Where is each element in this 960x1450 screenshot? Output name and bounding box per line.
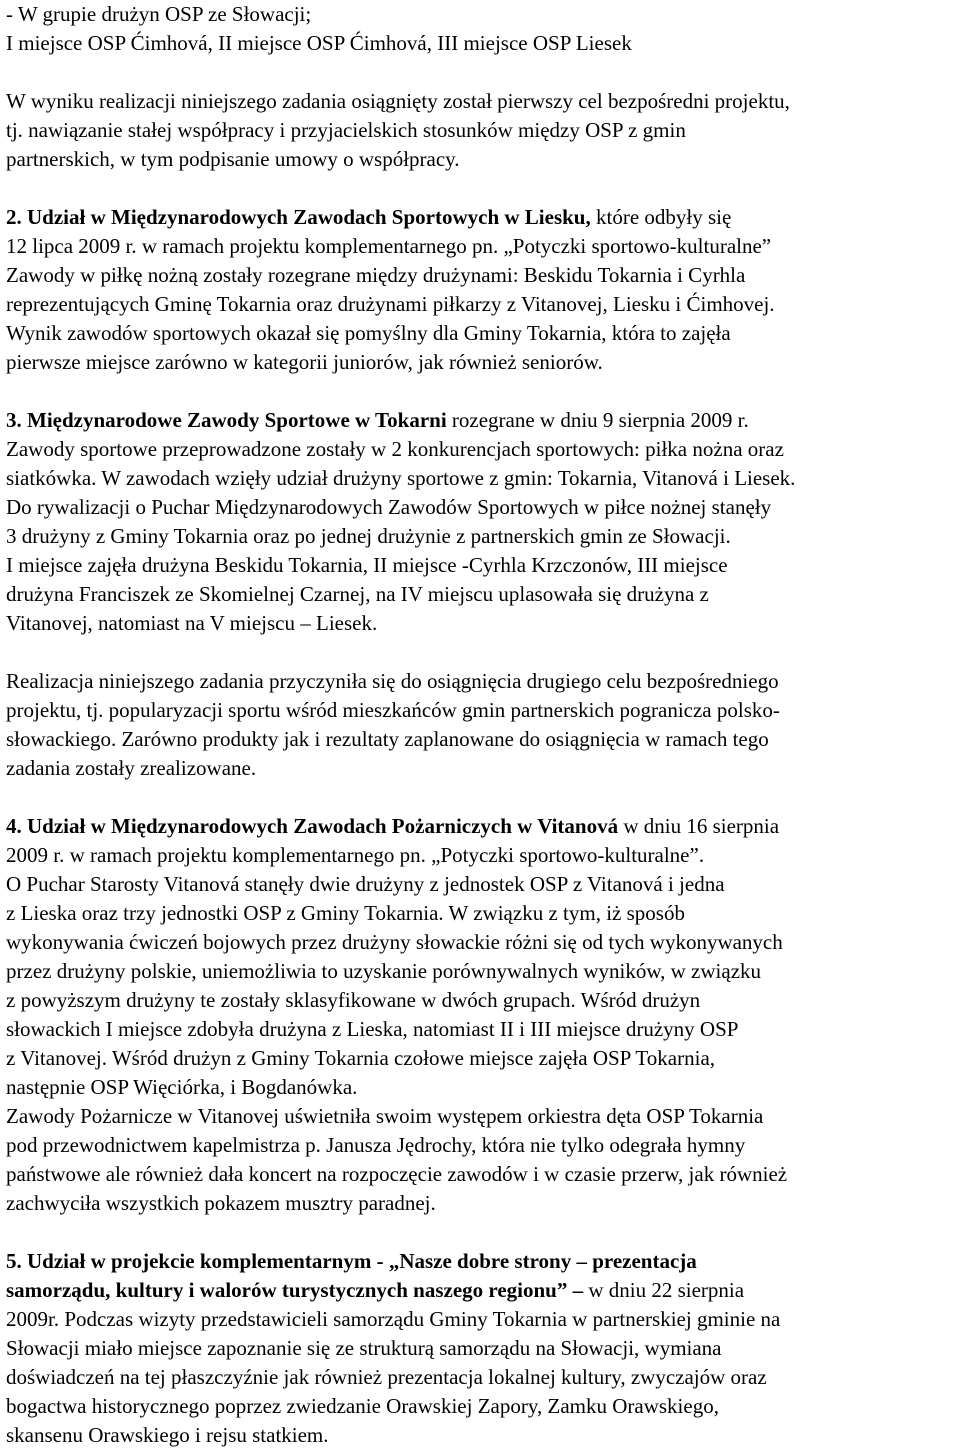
text-line: Realizacja niniejszego zadania przyczyniła się do osiągnięcia drugiego celu bezpośredniego — [6, 669, 779, 693]
text-line: O Puchar Starosty Vitanová stanęły dwie drużyny z jednostek OSP z Vitanová i jedna — [6, 872, 725, 896]
text-line: zadania zostały zrealizowane. — [6, 756, 257, 780]
text-line: Vitanovej, natomiast na V miejscu – Liesek. — [6, 611, 378, 635]
section-heading: 4. Udział w Międzynarodowych Zawodach Pożarniczych w Vitanová — [6, 814, 619, 838]
text-line: 2009r. Podczas wizyty przedstawicieli samorządu Gminy Tokarnia w partnerskiej gminie na — [6, 1307, 781, 1331]
paragraph-result-goal-1 — [6, 87, 954, 174]
text-fragment: w dniu 16 sierpnia — [618, 814, 780, 838]
text-line — [6, 812, 954, 841]
text-line: reprezentujących Gminę Tokarnia oraz drużynami piłkarzy z Vitanovej, Liesku i Ćimhovej. — [6, 292, 775, 316]
text-line: skansenu Orawskiego i rejsu statkiem. — [6, 1423, 329, 1447]
text-line: wykonywania ćwiczeń bojowych przez drużyny słowackie różni się od tych wykonywanych — [6, 930, 783, 954]
text-line: Do rywalizacji o Puchar Międzynarodowych Zawodów Sportowych w piłce nożnej stanęły — [6, 495, 772, 519]
text-line: Zawody w piłkę nożną zostały rozegrane między drużynami: Beskidu Tokarnia i Cyrhla — [6, 263, 746, 287]
text-line: partnerskich, w tym podpisanie umowy o współpracy. — [6, 147, 460, 171]
text-line: Wynik zawodów sportowych okazał się pomyślny dla Gminy Tokarnia, która to zajęła — [6, 321, 731, 345]
section-heading-continued: samorządu, kultury i walorów turystycznych naszego regionu” – — [6, 1278, 584, 1302]
text-line: 2009 r. w ramach projektu komplementarnego pn. „Potyczki sportowo-kulturalne”. — [6, 843, 705, 867]
text-line: z Vitanovej. Wśród drużyn z Gminy Tokarnia czołowe miejsce zajęła OSP Tokarnia, — [6, 1046, 716, 1070]
text-line: 12 lipca 2009 r. w ramach projektu komplementarnego pn. „Potyczki sportowo-kulturalne” — [6, 234, 772, 258]
text-fragment: w dniu 22 sierpnia — [583, 1278, 745, 1302]
text-line: - W grupie drużyn OSP ze Słowacji; — [6, 2, 312, 26]
section-heading: 5. Udział w projekcie komplementarnym - „Nasze dobre strony – prezentacja — [6, 1249, 697, 1273]
text-line: I miejsce OSP Ćimhová, II miejsce OSP Ćimhová, III miejsce OSP Liesek — [6, 31, 632, 55]
text-line: Zawody sportowe przeprowadzone zostały w 2 konkurencjach sportowych: piłka nożna oraz — [6, 437, 784, 461]
text-line: siatkówka. W zawodach wzięły udział drużyny sportowe z gmin: Tokarnia, Vitanová i Liesek. — [6, 466, 796, 490]
section-heading: 3. Międzynarodowe Zawody Sportowe w Tokarni — [6, 408, 447, 432]
text-line: projektu, tj. popularyzacji sportu wśród mieszkańców gmin partnerskich pogranicza polsko- — [6, 698, 780, 722]
text-line: Słowacji miało miejsce zapoznanie się ze strukturą samorządu na Słowacji, wymiana — [6, 1336, 722, 1360]
text-line — [6, 1276, 954, 1305]
text-line: drużyna Franciszek ze Skomielnej Czarnej, na IV miejscu uplasowała się drużyna z — [6, 582, 709, 606]
text-fragment: rozegrane w dniu 9 sierpnia 2009 r. — [446, 408, 749, 432]
document-page — [6, 0, 954, 1450]
section-heading: 2. Udział w Międzynarodowych Zawodach Sportowych w Liesku, — [6, 205, 591, 229]
paragraph-result-goal-2 — [6, 667, 954, 783]
section-3-tokarnia-competition — [6, 406, 954, 638]
text-line — [6, 203, 954, 232]
text-line: Zawody Pożarnicze w Vitanovej uświetniła swoim występem orkiestra dęta OSP Tokarnia — [6, 1104, 764, 1128]
text-line: następnie OSP Więciórka, i Bogdanówka. — [6, 1075, 358, 1099]
section-2-liesek-competition — [6, 203, 954, 377]
text-line: słowackich I miejsce zdobyła drużyna z Lieska, natomiast II i III miejsce drużyny OSP — [6, 1017, 739, 1041]
text-line: bogactwa historycznego poprzez zwiedzanie Orawskiej Zapory, Zamku Orawskiego, — [6, 1394, 719, 1418]
text-line: pierwsze miejsce zarówno w kategorii juniorów, jak również seniorów. — [6, 350, 603, 374]
text-line: I miejsce zajęła drużyna Beskidu Tokarnia, II miejsce -Cyrhla Krzczonów, III miejsce — [6, 553, 728, 577]
section-5-complementary-project — [6, 1247, 954, 1450]
text-line: słowackiego. Zarówno produkty jak i rezultaty zaplanowane do osiągnięcia w ramach tego — [6, 727, 769, 751]
text-line: przez drużyny polskie, uniemożliwia to uzyskanie porównywalnych wyników, w związku — [6, 959, 762, 983]
text-line — [6, 1247, 954, 1276]
text-fragment: które odbyły się — [590, 205, 732, 229]
text-line: pod przewodnictwem kapelmistrza p. Janusza Jędrochy, która nie tylko odegrała hymny — [6, 1133, 746, 1157]
section-4-firefighting-competition — [6, 812, 954, 1218]
text-line: tj. nawiązanie stałej współpracy i przyjacielskich stosunków między OSP z gmin — [6, 118, 686, 142]
text-line: 3 drużyny z Gminy Tokarnia oraz po jednej drużynie z partnerskich gmin ze Słowacji. — [6, 524, 731, 548]
text-line: państwowe ale również dała koncert na rozpoczęcie zawodów i w czasie przerw, jak również — [6, 1162, 788, 1186]
text-line: zachwyciła wszystkich pokazem musztry paradnej. — [6, 1191, 436, 1215]
paragraph-osp-results — [6, 0, 954, 58]
text-line: z powyższym drużyny te zostały sklasyfikowane w dwóch grupach. Wśród drużyn — [6, 988, 701, 1012]
text-line: W wyniku realizacji niniejszego zadania osiągnięty został pierwszy cel bezpośredni projektu, — [6, 89, 790, 113]
text-line: z Lieska oraz trzy jednostki OSP z Gminy Tokarnia. W związku z tym, iż sposób — [6, 901, 685, 925]
text-line — [6, 406, 954, 435]
text-line: doświadczeń na tej płaszczyźnie jak również prezentacja lokalnej kultury, zwyczajów oraz — [6, 1365, 767, 1389]
